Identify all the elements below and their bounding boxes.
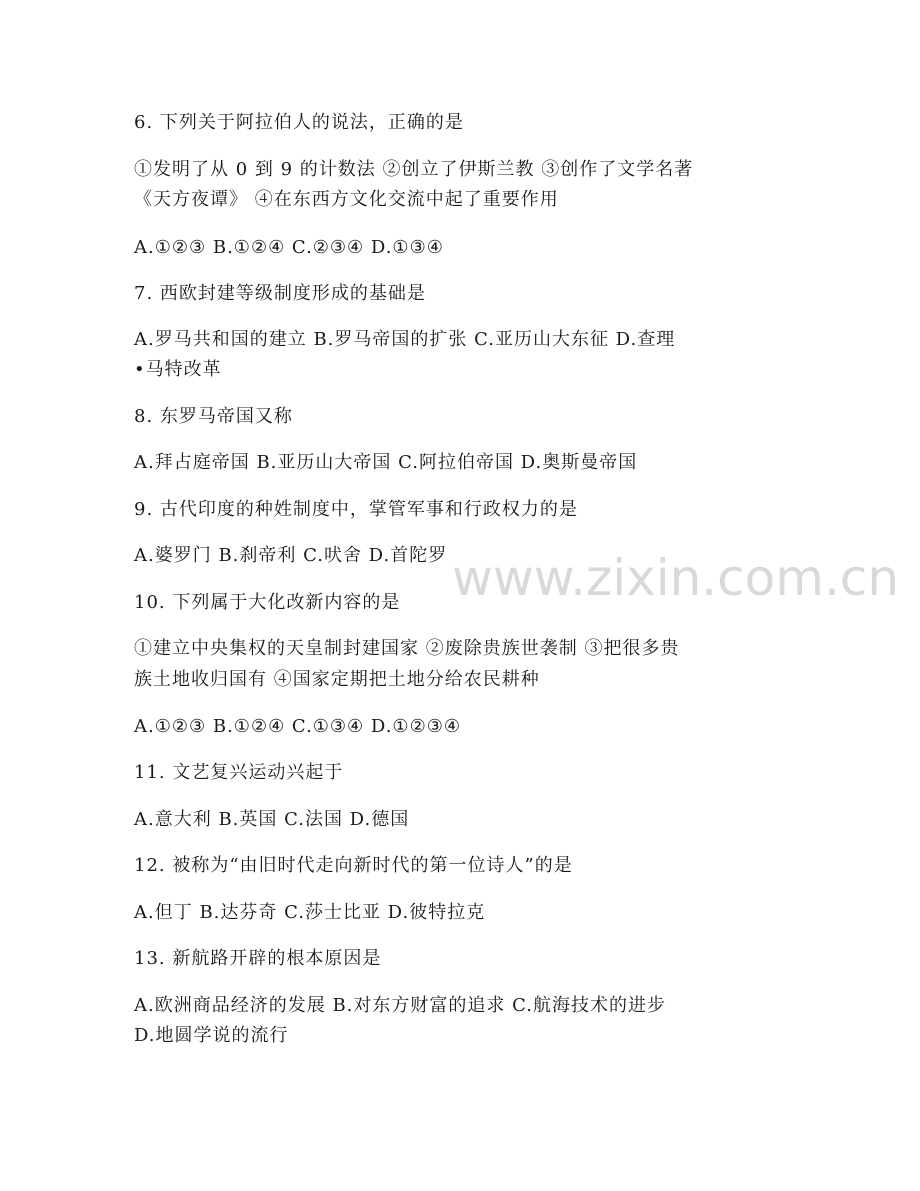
question-9-stem: 9. 古代印度的种姓制度中，掌管军事和行政权力的是 — [134, 499, 578, 520]
question-13-options-line-1: A.欧洲商品经济的发展 B.对东方财富的追求 C.航海技术的进步 — [134, 995, 666, 1016]
question-7-stem: 7. 西欧封建等级制度形成的基础是 — [134, 283, 426, 304]
question-8-options: A.拜占庭帝国 B.亚历山大帝国 C.阿拉伯帝国 D.奥斯曼帝国 — [134, 452, 638, 473]
question-11-options: A.意大利 B.英国 C.法国 D.德国 — [134, 809, 410, 830]
question-6-stem: 6. 下列关于阿拉伯人的说法，正确的是 — [134, 112, 464, 133]
question-10-options: A.①②③ B.①②④ C.①③④ D.①②③④ — [134, 716, 461, 737]
question-8-stem: 8. 东罗马帝国又称 — [134, 406, 293, 427]
question-13-stem: 13. 新航路开辟的根本原因是 — [134, 948, 382, 969]
question-12-options: A.但丁 B.达芬奇 C.莎士比亚 D.彼特拉克 — [134, 902, 486, 923]
question-6-options: A.①②③ B.①②④ C.②③④ D.①③④ — [134, 237, 444, 258]
question-7-options-line-2: •马特改革 — [134, 359, 222, 380]
question-6-statements-line-1: ①发明了从 0 到 9 的计数法 ②创立了伊斯兰教 ③创作了文学名著 — [134, 159, 694, 180]
question-7-options-line-1: A.罗马共和国的建立 B.罗马帝国的扩张 C.亚历山大东征 D.查理 — [134, 329, 676, 350]
watermark: www.zixin.com.cn — [452, 549, 900, 607]
question-10-statements-line-1: ①建立中央集权的天皇制封建国家 ②废除贵族世袭制 ③把很多贵 — [134, 638, 680, 659]
question-6-statements-line-2: 《天方夜谭》 ④在东西方文化交流中起了重要作用 — [134, 189, 559, 210]
question-13-options-line-2: D.地圆学说的流行 — [134, 1025, 289, 1046]
question-12-stem: 12. 被称为“由旧时代走向新时代的第一位诗人”的是 — [134, 855, 573, 876]
question-10-stem: 10. 下列属于大化改新内容的是 — [134, 592, 401, 613]
question-11-stem: 11. 文艺复兴运动兴起于 — [134, 762, 344, 783]
question-10-statements-line-2: 族土地收归国有 ④国家定期把土地分给农民耕种 — [134, 669, 540, 690]
question-9-options: A.婆罗门 B.刹帝利 C.吠舍 D.首陀罗 — [134, 545, 448, 566]
